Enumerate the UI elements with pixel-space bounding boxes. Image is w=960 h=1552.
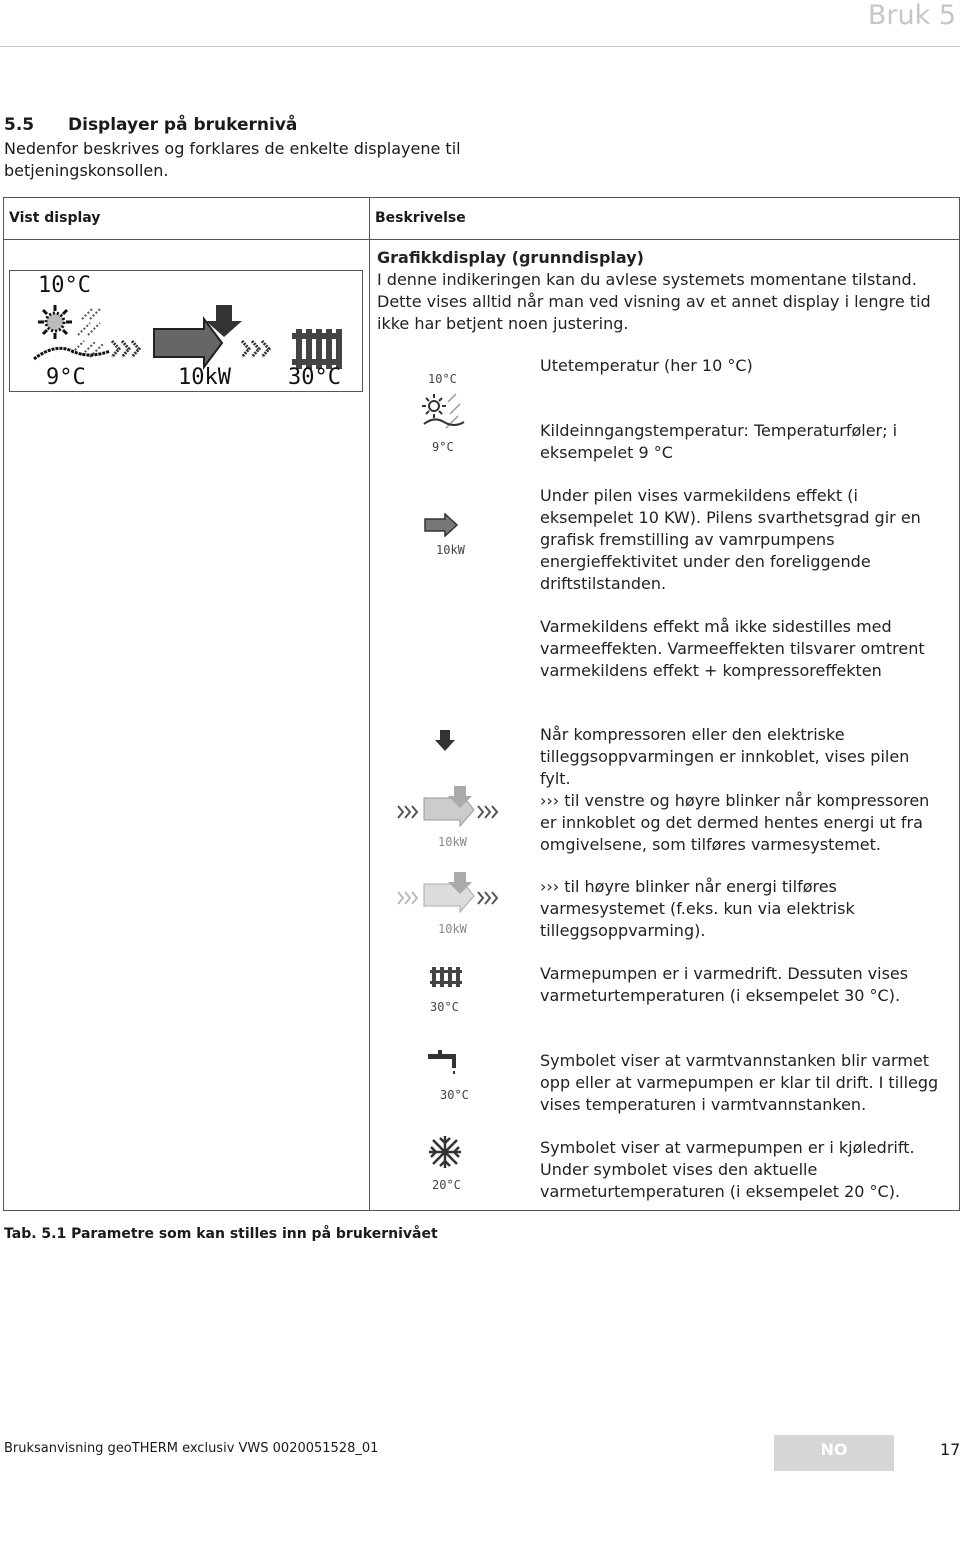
water-temp-label: 30°C	[440, 1088, 469, 1102]
column-header-display: Vist display	[4, 198, 370, 240]
main-lcd-display	[9, 270, 363, 392]
outdoor-temp-label: 10°C	[428, 372, 457, 386]
lcd-power: 10kW	[178, 365, 231, 390]
lcd-flow-temp: 30°C	[288, 365, 341, 390]
radiator-small-icon	[430, 966, 462, 988]
row-power: Under pilen vises varmekildens effekt (i eksempelet 10 KW). Pilens svarthetsgrad gir en grafisk fremstilling av vamrpumpens energieffektivitet under den foreliggende driftstilstanden.	[540, 486, 921, 593]
footer-page-number: 17	[940, 1440, 960, 1459]
main-display-text: I denne indikeringen kan du avlese systemets momentane tilstand. Dette vises alltid når man ved visning av et annet display i lengre tid ikke har betjent noen justering.	[377, 270, 931, 333]
ground-line	[34, 348, 110, 359]
footer-document-title: Bruksanvisning geoTHERM exclusiv VWS 0020051528_01	[4, 1441, 379, 1456]
chevrons-right	[242, 341, 269, 357]
power-label: 10kW	[436, 543, 465, 557]
row-filled-arrow: Når kompressoren eller den elektriske tilleggsoppvarmingen er innkoblet, vises pilen fylt.	[540, 725, 910, 788]
cool-temp-label: 20°C	[432, 1178, 461, 1192]
snowflake-icon	[427, 1134, 463, 1170]
row-outdoor-temp: Utetemperatur (her 10 °C)	[540, 356, 753, 375]
main-display-title: Grafikkdisplay (grunndisplay)	[377, 248, 644, 267]
rain-icon	[72, 309, 104, 357]
power-label-row5: 10kW	[438, 835, 467, 849]
chevrons-right-icon	[396, 870, 500, 914]
lcd-outdoor-temp: 10°C	[38, 273, 91, 298]
outdoor-sensor-icon	[418, 388, 466, 436]
row-source-temp: Kildeinngangstemperatur: Temperaturføler; i eksempelet 9 °C	[540, 421, 898, 462]
section-title	[4, 115, 297, 135]
source-temp-label: 9°C	[432, 440, 454, 454]
flow-temp-label: 30°C	[430, 1000, 459, 1014]
power-label-row6: 10kW	[438, 922, 467, 936]
row-heating-mode: Varmepumpen er i varmedrift. Dessuten vises varmeturtemperaturen (i eksempelet 30 °C).	[540, 964, 909, 1005]
filled-down-arrow-icon	[435, 730, 455, 752]
table-caption: Tab. 5.1 Parametre som kan stilles inn på brukernivået	[4, 1226, 438, 1242]
footer-language-badge: NO	[774, 1435, 894, 1471]
row-hot-water: Symbolet viser at varmtvannstanken blir varmet opp eller at varmepumpen er klar til drift. I tillegg vises temperaturen i varmtvannstanken.	[540, 1051, 939, 1114]
faucet-icon	[428, 1050, 462, 1076]
section-title-text: Displayer på brukernivå	[68, 115, 298, 135]
chapter-header: Bruk 5	[867, 0, 956, 31]
row-chevrons-right: ››› til høyre blinker når energi tilføres varmesystemet (f.eks. kun via elektrisk tilleggsoppvarming).	[540, 877, 855, 940]
row-chevrons-both: ››› til venstre og høyre blinker når kompressoren er innkoblet og det dermed hentes energi ut fra omgivelsene, som tilføres varmesystemet.	[540, 791, 930, 854]
energy-arrow	[154, 319, 222, 367]
column-header-description: Beskrivelse	[370, 198, 960, 240]
header-divider	[0, 46, 960, 47]
section-number: 5.5	[4, 115, 35, 135]
lcd-source-temp: 9°C	[46, 365, 86, 390]
row-power-note: Varmekildens effekt må ikke sidestilles med varmeeffekten. Varmeeffekten tilsvarer omtrent varmekildens effekt + kompressoreffekten	[540, 617, 925, 680]
row-cooling: Symbolet viser at varmepumpen er i kjøledrift. Under symbolet vises den aktuelle varmeturtemperaturen (i eksempelet 20 °C).	[540, 1138, 915, 1201]
sun-icon	[38, 305, 72, 339]
radiator-icon	[292, 329, 342, 369]
arrow-icon	[423, 513, 459, 537]
chevrons-both-icon	[396, 784, 500, 828]
section-intro: Nedenfor beskrives og forklares de enkelte displayene til betjeningskonsollen.	[4, 139, 461, 180]
chevrons-left	[112, 341, 139, 357]
